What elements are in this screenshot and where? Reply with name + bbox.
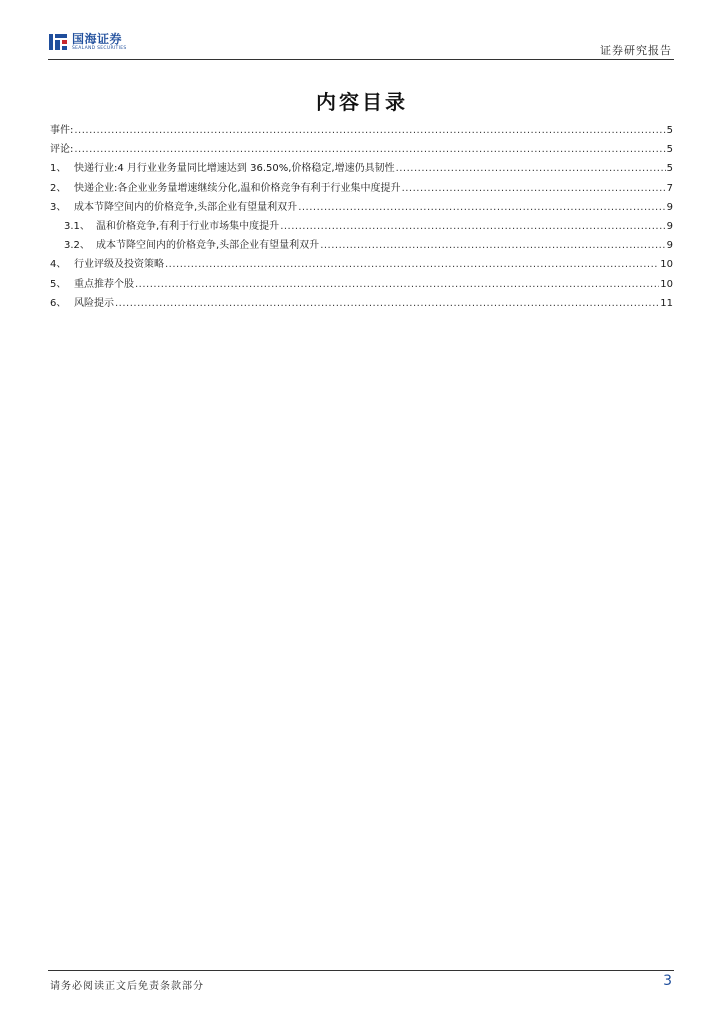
toc-entry[interactable]	[50, 159, 673, 178]
toc-leader-dots	[298, 198, 665, 217]
toc-leader-dots	[74, 140, 665, 159]
logo-en: SEALAND SECURITIES	[72, 45, 127, 51]
toc-entry-page: 5	[666, 125, 673, 136]
toc-entry-title: 风险提示	[74, 297, 114, 309]
toc-entry-title: 重点推荐个股	[74, 278, 134, 290]
toc-entry-number: 5、	[50, 278, 67, 290]
toc-entry-page: 10	[660, 278, 673, 290]
sealand-logo-icon	[48, 32, 68, 52]
toc-entry-title: 成本节降空间内的价格竞争,头部企业有望量利双升	[96, 240, 320, 252]
page-number: 3	[663, 973, 672, 989]
toc-entry-page: 5	[666, 163, 673, 175]
toc-entry-number: 3.2、	[64, 240, 90, 252]
toc-entry-title: 快递行业:4 月行业业务量同比增速达到 36.50%,价格稳定,增速仍具韧性	[74, 163, 395, 175]
report-type-label: 证券研究报告	[600, 44, 672, 57]
toc-entry-page: 9	[666, 220, 673, 232]
toc-entry[interactable]	[50, 179, 673, 198]
toc-leader-dots	[115, 294, 659, 313]
footer-disclaimer: 请务必阅读正文后免责条款部分	[50, 981, 204, 992]
footer-divider	[48, 970, 674, 971]
logo-text	[72, 33, 127, 52]
toc-entry-number: 1、	[50, 163, 67, 175]
logo-cn: 国海证券	[72, 31, 123, 46]
toc-entry-page: 11	[660, 297, 673, 309]
toc-entry[interactable]	[50, 140, 673, 159]
toc-entry-page: 10	[660, 259, 673, 271]
toc-entry-page: 9	[666, 240, 673, 252]
company-logo	[48, 30, 127, 54]
toc-entry-title: 事件:	[50, 125, 74, 136]
toc-entry[interactable]	[50, 255, 673, 274]
toc-leader-dots	[135, 275, 659, 294]
toc-leader-dots	[74, 121, 665, 140]
toc-entry[interactable]	[50, 236, 673, 255]
toc-entry-page: 7	[666, 182, 673, 194]
toc-leader-dots	[320, 236, 665, 255]
toc-entry-number: 2、	[50, 182, 67, 194]
table-of-contents	[50, 121, 673, 313]
toc-entry[interactable]	[50, 275, 673, 294]
toc-entry-number: 4、	[50, 259, 67, 271]
toc-entry[interactable]	[50, 217, 673, 236]
toc-entry-number: 3、	[50, 201, 67, 213]
toc-entry[interactable]	[50, 294, 673, 313]
toc-entry-title: 温和价格竞争,有利于行业市场集中度提升	[96, 220, 280, 232]
page-header	[48, 30, 674, 60]
toc-leader-dots	[165, 255, 659, 274]
toc-leader-dots	[402, 179, 666, 198]
toc-entry-title: 成本节降空间内的价格竞争,头部企业有望量利双升	[74, 201, 298, 213]
page-title: 内容目录	[316, 90, 408, 114]
toc-leader-dots	[280, 217, 665, 236]
toc-entry-number: 6、	[50, 297, 67, 309]
toc-leader-dots	[396, 159, 666, 178]
toc-entry-title: 行业评级及投资策略	[74, 259, 164, 271]
toc-entry-title: 快递企业:各企业业务量增速继续分化,温和价格竞争有利于行业集中度提升	[74, 182, 401, 194]
toc-entry[interactable]	[50, 198, 673, 217]
toc-entry-page: 5	[666, 144, 673, 156]
toc-entry-number: 3.1、	[64, 220, 90, 232]
header-divider	[48, 59, 674, 60]
toc-entry-title: 评论:	[50, 144, 74, 156]
toc-entry[interactable]	[50, 121, 673, 140]
toc-entry-page: 9	[666, 201, 673, 213]
